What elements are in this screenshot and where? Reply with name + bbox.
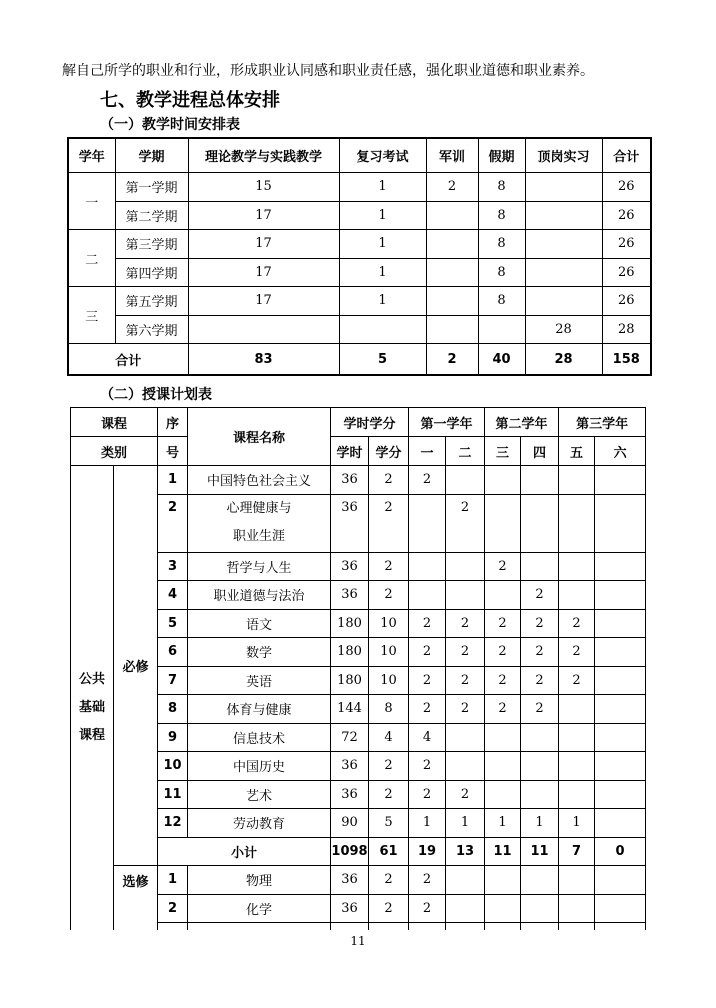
theory-cell: 17 bbox=[188, 287, 339, 316]
table-row bbox=[71, 581, 646, 610]
year2-header: 第二学年 bbox=[485, 408, 559, 437]
military-cell bbox=[426, 258, 478, 287]
credits-cell: 2 bbox=[369, 466, 409, 495]
term-cell: 1 bbox=[485, 809, 521, 838]
year-cell: 二 bbox=[68, 230, 115, 287]
course-name-cell: 中国特色社会主义 bbox=[188, 466, 331, 495]
internship-cell bbox=[525, 201, 602, 230]
hours-cell: 72 bbox=[331, 723, 369, 752]
table-row bbox=[71, 723, 646, 752]
credits-cell: 4 bbox=[369, 723, 409, 752]
term-cell: 第二学期 bbox=[115, 201, 188, 230]
term-cell: 2 bbox=[521, 581, 559, 610]
seq-cell: 2 bbox=[158, 494, 188, 552]
term-cell bbox=[595, 609, 646, 638]
table-row bbox=[71, 894, 646, 923]
military-cell bbox=[426, 287, 478, 316]
term-header: 三 bbox=[485, 437, 521, 466]
holiday-cell: 8 bbox=[478, 287, 525, 316]
holiday-cell bbox=[478, 315, 525, 344]
term-cell: 1 bbox=[409, 809, 446, 838]
subtotal-term: 7 bbox=[559, 837, 595, 866]
term-cell: 第四学期 bbox=[115, 258, 188, 287]
theory-cell: 17 bbox=[188, 201, 339, 230]
term-cell bbox=[485, 494, 521, 552]
credits-cell: 5 bbox=[369, 809, 409, 838]
military-cell bbox=[426, 201, 478, 230]
credits-cell: 10 bbox=[369, 638, 409, 667]
total-cell: 28 bbox=[602, 315, 651, 344]
hours-cell: 36 bbox=[331, 581, 369, 610]
term-cell bbox=[595, 723, 646, 752]
exam-cell: 1 bbox=[339, 201, 426, 230]
subtotal-label: 小计 bbox=[158, 837, 331, 866]
course-plan-table bbox=[70, 407, 646, 952]
credits-cell: 2 bbox=[369, 866, 409, 895]
credits-cell: 2 bbox=[369, 752, 409, 781]
category-header: 课程 bbox=[71, 408, 158, 437]
term-cell: 第三学期 bbox=[115, 230, 188, 259]
term-cell: 第一学期 bbox=[115, 173, 188, 202]
term-cell bbox=[595, 638, 646, 667]
term-cell bbox=[446, 552, 485, 581]
term-cell bbox=[521, 466, 559, 495]
term-cell bbox=[485, 723, 521, 752]
course-name-line-1: 心理健康与 bbox=[226, 501, 292, 516]
group-label-2: 基础 bbox=[78, 700, 105, 716]
term-cell bbox=[595, 866, 646, 895]
table-row bbox=[68, 230, 651, 259]
holiday-cell: 8 bbox=[478, 173, 525, 202]
seq-cell: 1 bbox=[158, 866, 188, 895]
term-cell bbox=[521, 723, 559, 752]
hours-cell: 36 bbox=[331, 752, 369, 781]
hours-header: 学时 bbox=[331, 437, 369, 466]
table-row bbox=[71, 666, 646, 695]
term-cell: 2 bbox=[559, 638, 595, 667]
table-row bbox=[71, 780, 646, 809]
total-holiday: 40 bbox=[478, 344, 525, 376]
table-row bbox=[71, 866, 646, 895]
required-label: 必修 bbox=[114, 466, 158, 866]
hours-cell: 144 bbox=[331, 695, 369, 724]
term-header: 二 bbox=[446, 437, 485, 466]
total-theory: 83 bbox=[188, 344, 339, 376]
course-name-cell bbox=[188, 494, 331, 552]
course-name-cell: 中国历史 bbox=[188, 752, 331, 781]
table-row bbox=[68, 201, 651, 230]
total-label: 合计 bbox=[68, 344, 188, 376]
term-cell bbox=[559, 723, 595, 752]
term-cell: 2 bbox=[485, 609, 521, 638]
term-cell bbox=[446, 581, 485, 610]
total-cell: 26 bbox=[602, 201, 651, 230]
term-cell: 2 bbox=[409, 466, 446, 495]
credits-cell: 10 bbox=[369, 609, 409, 638]
subtotal-term: 11 bbox=[521, 837, 559, 866]
hours-cell: 36 bbox=[331, 780, 369, 809]
total-total: 158 bbox=[602, 344, 651, 376]
term-cell bbox=[409, 552, 446, 581]
seq-cell: 11 bbox=[158, 780, 188, 809]
exam-cell bbox=[339, 315, 426, 344]
seq-cell: 8 bbox=[158, 695, 188, 724]
year-cell: 三 bbox=[68, 287, 115, 344]
theory-cell bbox=[188, 315, 339, 344]
term-cell: 2 bbox=[446, 666, 485, 695]
subtotal-term: 13 bbox=[446, 837, 485, 866]
military-cell bbox=[426, 230, 478, 259]
exam-cell: 1 bbox=[339, 287, 426, 316]
hours-cell: 90 bbox=[331, 809, 369, 838]
credits-cell: 10 bbox=[369, 666, 409, 695]
elective-label: 选修 bbox=[114, 866, 158, 952]
exam-cell: 1 bbox=[339, 258, 426, 287]
subtotal-term: 0 bbox=[595, 837, 646, 866]
year1-header: 第一学年 bbox=[409, 408, 485, 437]
term-cell bbox=[446, 866, 485, 895]
term-cell bbox=[559, 552, 595, 581]
year3-header: 第三学年 bbox=[559, 408, 646, 437]
holiday-cell: 8 bbox=[478, 201, 525, 230]
term-header: 四 bbox=[521, 437, 559, 466]
term-cell bbox=[485, 866, 521, 895]
term-cell: 2 bbox=[485, 552, 521, 581]
seq-cell: 12 bbox=[158, 809, 188, 838]
term-cell: 2 bbox=[409, 894, 446, 923]
term-cell bbox=[485, 466, 521, 495]
section-title: 七、教学进程总体安排 bbox=[100, 90, 280, 111]
internship-cell bbox=[525, 287, 602, 316]
term-cell bbox=[446, 752, 485, 781]
term-cell bbox=[446, 894, 485, 923]
hours-cell: 36 bbox=[331, 466, 369, 495]
year-cell: 一 bbox=[68, 173, 115, 230]
term-cell: 2 bbox=[485, 666, 521, 695]
header-cell: 顶岗实习 bbox=[525, 138, 602, 173]
seq-cell: 1 bbox=[158, 466, 188, 495]
course-name-cell: 哲学与人生 bbox=[188, 552, 331, 581]
total-cell: 26 bbox=[602, 173, 651, 202]
seq-cell: 3 bbox=[158, 552, 188, 581]
course-name-line-2: 职业生涯 bbox=[233, 529, 286, 544]
term-cell: 第六学期 bbox=[115, 315, 188, 344]
course-name-cell: 化学 bbox=[188, 894, 331, 923]
total-military: 2 bbox=[426, 344, 478, 376]
header-cell: 理论教学与实践教学 bbox=[188, 138, 339, 173]
hours-credits-header: 学时学分 bbox=[331, 408, 409, 437]
course-name-cell: 语文 bbox=[188, 609, 331, 638]
seq-cell: 10 bbox=[158, 752, 188, 781]
credits-header: 学分 bbox=[369, 437, 409, 466]
table2-header-row-2 bbox=[71, 437, 646, 466]
credits-cell: 2 bbox=[369, 894, 409, 923]
military-cell: 2 bbox=[426, 173, 478, 202]
course-name-cell: 劳动教育 bbox=[188, 809, 331, 838]
term-cell bbox=[485, 894, 521, 923]
exam-cell: 1 bbox=[339, 173, 426, 202]
term-cell: 第五学期 bbox=[115, 287, 188, 316]
hours-cell: 180 bbox=[331, 638, 369, 667]
seq-cell: 6 bbox=[158, 638, 188, 667]
table-row bbox=[71, 752, 646, 781]
term-cell bbox=[595, 809, 646, 838]
term-cell: 2 bbox=[446, 695, 485, 724]
term-cell: 2 bbox=[409, 780, 446, 809]
table-row bbox=[71, 638, 646, 667]
theory-cell: 15 bbox=[188, 173, 339, 202]
internship-cell bbox=[525, 230, 602, 259]
term-cell: 1 bbox=[521, 809, 559, 838]
course-name-cell: 艺术 bbox=[188, 780, 331, 809]
term-cell bbox=[595, 780, 646, 809]
term-cell: 2 bbox=[559, 666, 595, 695]
group-label-3: 课程 bbox=[78, 728, 105, 744]
group-label-1: 公共 bbox=[78, 672, 105, 688]
term-header: 一 bbox=[409, 437, 446, 466]
term-cell: 2 bbox=[485, 695, 521, 724]
seq-cell: 2 bbox=[158, 894, 188, 923]
table2-header-row-1 bbox=[71, 408, 646, 437]
table2-caption: （二）授课计划表 bbox=[100, 387, 212, 403]
term-header: 六 bbox=[595, 437, 646, 466]
seq-cell: 5 bbox=[158, 609, 188, 638]
table-row bbox=[71, 809, 646, 838]
term-cell bbox=[409, 581, 446, 610]
table-row bbox=[71, 695, 646, 724]
term-cell bbox=[559, 466, 595, 495]
total-exam: 5 bbox=[339, 344, 426, 376]
term-cell: 2 bbox=[409, 752, 446, 781]
table1-caption: （一）教学时间安排表 bbox=[100, 117, 240, 133]
subtotal-credits: 61 bbox=[369, 837, 409, 866]
term-cell bbox=[559, 752, 595, 781]
table-row bbox=[68, 287, 651, 316]
seq-cell: 4 bbox=[158, 581, 188, 610]
term-cell bbox=[559, 894, 595, 923]
course-name-cell: 信息技术 bbox=[188, 723, 331, 752]
header-cell: 复习考试 bbox=[339, 138, 426, 173]
term-cell: 2 bbox=[409, 609, 446, 638]
table1-header-row bbox=[68, 138, 651, 173]
term-cell bbox=[521, 866, 559, 895]
term-cell bbox=[595, 894, 646, 923]
header-cell: 假期 bbox=[478, 138, 525, 173]
term-cell: 2 bbox=[559, 609, 595, 638]
subtotal-hours: 1098 bbox=[331, 837, 369, 866]
credits-cell: 2 bbox=[369, 494, 409, 552]
seq-header-2: 号 bbox=[158, 437, 188, 466]
term-cell bbox=[521, 780, 559, 809]
subtotal-term: 11 bbox=[485, 837, 521, 866]
term-cell bbox=[521, 552, 559, 581]
term-cell: 2 bbox=[521, 609, 559, 638]
seq-cell: 7 bbox=[158, 666, 188, 695]
course-name-cell: 物理 bbox=[188, 866, 331, 895]
table-row bbox=[71, 494, 646, 552]
hours-cell: 36 bbox=[331, 866, 369, 895]
intro-paragraph: 解自己所学的职业和行业，形成职业认同感和职业责任感，强化职业道德和职业素养。 bbox=[62, 63, 594, 79]
table-row bbox=[68, 258, 651, 287]
term-cell bbox=[559, 695, 595, 724]
credits-cell: 2 bbox=[369, 581, 409, 610]
term-cell bbox=[485, 780, 521, 809]
term-cell bbox=[595, 695, 646, 724]
term-cell: 2 bbox=[446, 780, 485, 809]
header-cell: 学期 bbox=[115, 138, 188, 173]
term-cell: 2 bbox=[409, 866, 446, 895]
holiday-cell: 8 bbox=[478, 230, 525, 259]
term-cell: 2 bbox=[409, 666, 446, 695]
term-cell: 2 bbox=[409, 638, 446, 667]
credits-cell: 2 bbox=[369, 552, 409, 581]
hours-cell: 180 bbox=[331, 666, 369, 695]
internship-cell bbox=[525, 173, 602, 202]
term-cell bbox=[521, 494, 559, 552]
term-cell bbox=[595, 466, 646, 495]
term-cell bbox=[446, 466, 485, 495]
subtotal-row bbox=[71, 837, 646, 866]
table-row bbox=[71, 466, 646, 495]
term-cell bbox=[446, 723, 485, 752]
hours-cell: 36 bbox=[331, 494, 369, 552]
header-cell: 学年 bbox=[68, 138, 115, 173]
term-cell bbox=[595, 552, 646, 581]
total-cell: 26 bbox=[602, 258, 651, 287]
term-cell: 2 bbox=[409, 695, 446, 724]
credits-cell: 8 bbox=[369, 695, 409, 724]
total-internship: 28 bbox=[525, 344, 602, 376]
hours-cell: 36 bbox=[331, 894, 369, 923]
seq-header: 序 bbox=[158, 408, 188, 437]
term-cell bbox=[559, 581, 595, 610]
internship-cell bbox=[525, 258, 602, 287]
table-row bbox=[68, 315, 651, 344]
theory-cell: 17 bbox=[188, 230, 339, 259]
course-name-cell: 职业道德与法治 bbox=[188, 581, 331, 610]
holiday-cell: 8 bbox=[478, 258, 525, 287]
exam-cell: 1 bbox=[339, 230, 426, 259]
hours-cell: 180 bbox=[331, 609, 369, 638]
theory-cell: 17 bbox=[188, 258, 339, 287]
table-row bbox=[71, 609, 646, 638]
group-cell bbox=[71, 466, 114, 952]
term-cell bbox=[485, 752, 521, 781]
course-name-cell: 数学 bbox=[188, 638, 331, 667]
term-cell bbox=[559, 780, 595, 809]
table-row bbox=[71, 552, 646, 581]
military-cell bbox=[426, 315, 478, 344]
term-cell bbox=[595, 666, 646, 695]
teaching-time-table bbox=[67, 137, 652, 376]
term-cell: 4 bbox=[409, 723, 446, 752]
term-cell: 2 bbox=[446, 494, 485, 552]
credits-cell: 2 bbox=[369, 780, 409, 809]
course-name-cell: 英语 bbox=[188, 666, 331, 695]
total-row bbox=[68, 344, 651, 376]
term-cell bbox=[595, 494, 646, 552]
hours-cell: 36 bbox=[331, 552, 369, 581]
internship-cell: 28 bbox=[525, 315, 602, 344]
term-cell bbox=[559, 494, 595, 552]
course-name-cell: 体育与健康 bbox=[188, 695, 331, 724]
course-name-header: 课程名称 bbox=[188, 408, 331, 466]
header-cell: 合计 bbox=[602, 138, 651, 173]
term-header: 五 bbox=[559, 437, 595, 466]
term-cell: 2 bbox=[446, 638, 485, 667]
total-cell: 26 bbox=[602, 287, 651, 316]
term-cell: 2 bbox=[521, 638, 559, 667]
category-header-2: 类别 bbox=[71, 437, 158, 466]
term-cell bbox=[559, 866, 595, 895]
term-cell: 2 bbox=[446, 609, 485, 638]
table-row bbox=[68, 173, 651, 202]
term-cell: 2 bbox=[521, 695, 559, 724]
term-cell bbox=[409, 494, 446, 552]
term-cell: 2 bbox=[521, 666, 559, 695]
total-cell: 26 bbox=[602, 230, 651, 259]
term-cell bbox=[595, 752, 646, 781]
term-cell: 1 bbox=[446, 809, 485, 838]
term-cell bbox=[485, 581, 521, 610]
subtotal-term: 19 bbox=[409, 837, 446, 866]
page-number: 11 bbox=[350, 934, 366, 948]
term-cell bbox=[521, 894, 559, 923]
seq-cell: 9 bbox=[158, 723, 188, 752]
header-cell: 军训 bbox=[426, 138, 478, 173]
term-cell: 2 bbox=[485, 638, 521, 667]
term-cell bbox=[521, 752, 559, 781]
term-cell bbox=[595, 581, 646, 610]
term-cell: 1 bbox=[559, 809, 595, 838]
